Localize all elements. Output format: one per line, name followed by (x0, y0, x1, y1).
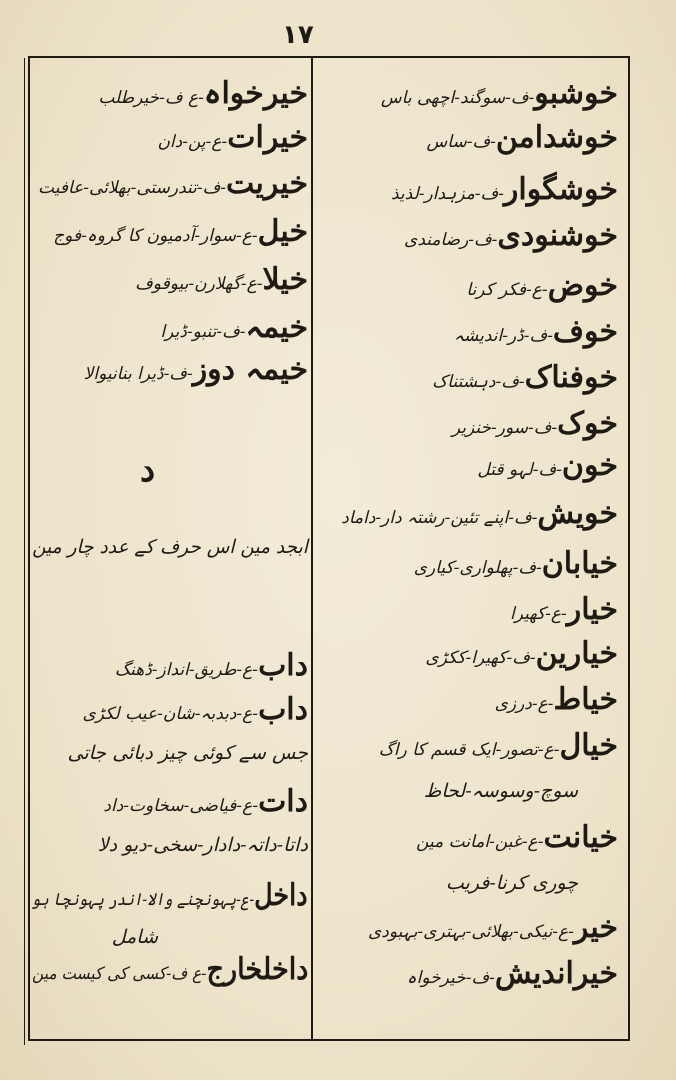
dictionary-entry-continuation: سوچ-وسوسہ-لحاظ (423, 780, 578, 802)
dictionary-entry: خیارین-ف-کھیرا-ککڑی (425, 636, 618, 671)
dictionary-entry: خیراندیش-ف-خیرخواہ (406, 956, 618, 991)
dictionary-entry: خوف-ف-ڈر-اندیشہ (453, 314, 618, 349)
dictionary-entry: داخل-ع-پہونچنے والا-اندر پہونچا ہو (32, 878, 308, 913)
dictionary-entry: خیمہ دوز-ف-ڈیرا بنانیوالا (83, 352, 308, 387)
dictionary-entry: خیرات-ع-پن-دان (157, 120, 308, 155)
dictionary-entry-continuation: جس سے کوئی چیز دبائی جاتی (67, 742, 308, 764)
dictionary-entry: خیلا-ع-گھلارن-بیوقوف (135, 262, 308, 297)
dictionary-entry-continuation: داتا-داتہ-دادار-سخی-دیو دلا (97, 834, 308, 856)
dictionary-entry: خویش-ف-اپنے تئین-رشتہ دار-داماد (341, 496, 618, 531)
dictionary-entry: خوشبو-ف-سوگند-اچھی باس (380, 76, 618, 111)
page-number: ۱۷ (282, 20, 314, 50)
dictionary-entry: خیال-ع-تصور-ایک قسم کا راگ (378, 728, 618, 763)
dictionary-entry: داخلخارج-ع ف-کسی کی کیست مین (31, 952, 308, 987)
dictionary-entry-continuation: شامل (111, 926, 158, 948)
dictionary-entry: خوشدامن-ف-ساس (426, 120, 618, 155)
dictionary-entry: خون-ف-لہو قتل (477, 448, 618, 483)
dictionary-entry: خوک-ف-سور-خنزیر (451, 406, 618, 441)
dictionary-entry: خیار-ع-کھیرا (509, 592, 618, 627)
section-letter: د (140, 450, 156, 490)
dictionary-entry-continuation: چوری کرنا-فریب (445, 872, 578, 894)
dictionary-entry: خیمہ-ف-تنبو-ڈیرا (160, 310, 308, 345)
section-note: ابجد مین اس حرف کے عدد چار مین (32, 536, 308, 558)
dictionary-entry: خیاط-ع-درزی (494, 682, 618, 717)
dictionary-entry: خوشگوار-ف-مزہدار-لذیذ (391, 172, 618, 207)
dictionary-entry: خوض-ع-فکر کرنا (466, 268, 618, 303)
dictionary-entry: خوفناک-ف-دہشتناک (432, 360, 618, 395)
dictionary-entry: خیرخواہ-ع ف-خیرطلب (98, 76, 308, 111)
dictionary-entry: خیل-ع-سوار-آدمیون کا گروہ-فوج (53, 214, 308, 249)
dictionary-entry: دات-ع-فیاضی-سخاوت-داد (103, 784, 308, 819)
dictionary-entry: خیر-ع-نیکی-بھلائی-بہتری-بہبودی (367, 910, 618, 945)
column-divider (311, 56, 313, 1041)
dictionary-entry: داب-ع-دبدبہ-شان-عیب لکڑی (82, 692, 308, 727)
dictionary-entry: خوشنودی-ف-رضامندی (404, 218, 618, 253)
dictionary-entry: خیابان-ف-پھلواری-کیاری (413, 546, 618, 581)
dictionary-entry: خیانت-ع-غبن-امانت مین (416, 820, 618, 855)
dictionary-entry: خیریت-ف-تندرستی-بھلائی-عافیت (38, 166, 308, 201)
dictionary-entry: داب-ع-طریق-انداز-ڈھنگ (114, 648, 308, 683)
